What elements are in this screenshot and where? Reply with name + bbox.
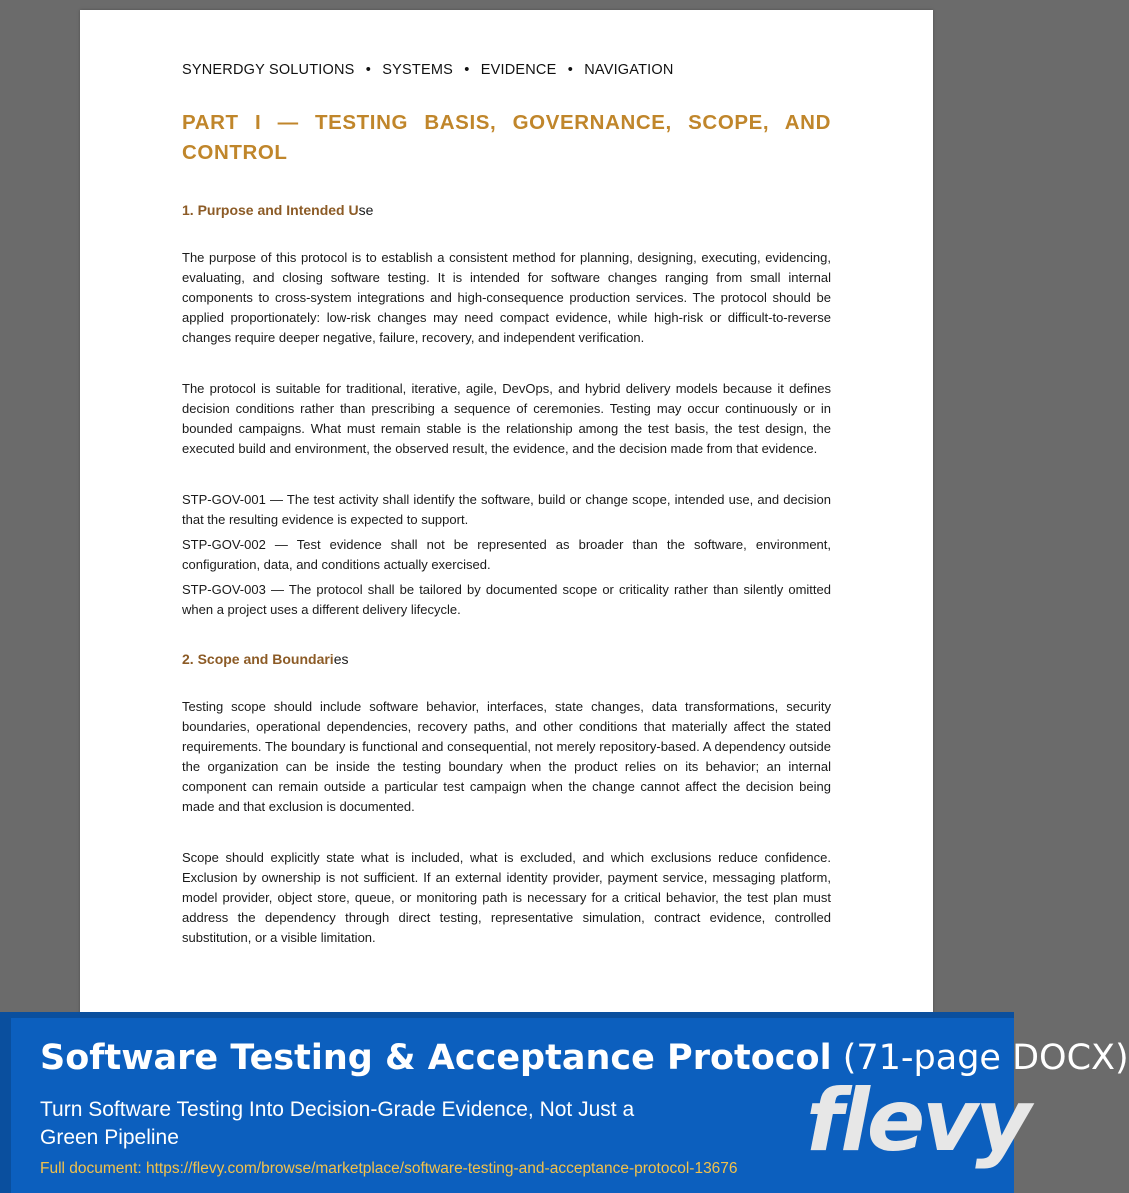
requirement-item: STP-GOV-003 — The protocol shall be tailored by documented scope or criticality rather than silently omitted when a project uses a different delivery lifecycle. [182,582,831,617]
section-title-scope [182,651,831,667]
flevy-logo[interactable]: flevy [806,1071,1029,1171]
paragraph: The protocol is suitable for traditional, iterative, agile, DevOps, and hybrid delivery models because it defines decision conditions rather than prescribing a sequence of ceremonies. Testing may occur continuously or in bounded campaigns. What must remain stable is the relationship among the test basis, the test design, the executed build and environment, the observed result, the evidence, and the decision made from that evidence. [182,381,831,456]
section-title-purpose [182,202,831,218]
promo-banner [0,1012,1129,1193]
paragraph: Testing scope should include software behavior, interfaces, state changes, data transformations, security boundaries, operational dependencies, recovery paths, and other conditions that materially affect the stated requirements. The boundary is functional and consequential, not merely repository-based. A dependency outside the organization can be inside the testing boundary when the product relies on its behavior; an internal component can remain outside a particular test campaign when the change cannot affect the decision being made and that exclusion is documented. [182,699,831,814]
requirements-list [182,490,831,620]
header-separator: • [365,62,372,78]
section-title-text: 1. Purpose and Intended U [182,202,359,218]
section-title-tail: es [333,651,349,667]
header-separator: • [567,62,573,78]
document-header [182,62,831,78]
paragraph: Scope should explicitly state what is included, what is excluded, and which exclusions reduce confidence. Exclusion by ownership is not sufficient. If an external identity provider, payment service, messaging platform, model provider, object store, queue, or monitoring path is necessary for a critical behavior, the test plan must address the dependency through direct testing, representative simulation, contract evidence, controlled substitution, or a visible limitation. [182,850,831,945]
document-content [182,62,831,979]
banner-subtitle: Turn Software Testing Into Decision-Grade Evidence, Not Just a Green Pipeline [40,1098,635,1149]
document-page [80,10,933,1020]
requirement-item: STP-GOV-002 — Test evidence shall not be represented as broader than the software, environment, configuration, data, and conditions actually exercised. [182,537,831,572]
banner-left-strip [0,1012,11,1193]
header-systems: SYSTEMS [382,62,453,78]
paragraph: The purpose of this protocol is to establish a consistent method for planning, designing, executing, evidencing, evaluating, and closing software testing. It is intended for software changes ranging from small internal components to cross-system integrations and high-consequence production services. The protocol should be applied proportionately: low-risk changes may need compact evidence, while high-risk or difficult-to-reverse changes require deeper negative, failure, recovery, and independent verification. [182,250,831,345]
header-evidence: EVIDENCE [480,62,557,78]
section-title-text: 2. Scope and Boundari [182,651,334,667]
header-separator: • [464,62,470,78]
header-company: SYNERDGY SOLUTIONS [182,62,355,78]
banner-top-strip [0,1012,1014,1018]
banner-document-link[interactable]: Full document: https://flevy.com/browse/marketplace/software-testing-and-acceptance-protocol-13676 [40,1160,738,1177]
section-title-tail: se [358,202,374,218]
part-title: PART I — TESTING BASIS, GOVERNANCE, SCOPE, AND CONTROL [182,111,831,164]
banner-title-format: (71-page DOCX) [842,1038,1129,1078]
banner-title-main: Software Testing & Acceptance Protocol [40,1038,832,1078]
header-navigation: NAVIGATION [584,62,674,78]
requirement-item: STP-GOV-001 — The test activity shall identify the software, build or change scope, intended use, and decision that the resulting evidence is expected to support. [182,492,831,527]
